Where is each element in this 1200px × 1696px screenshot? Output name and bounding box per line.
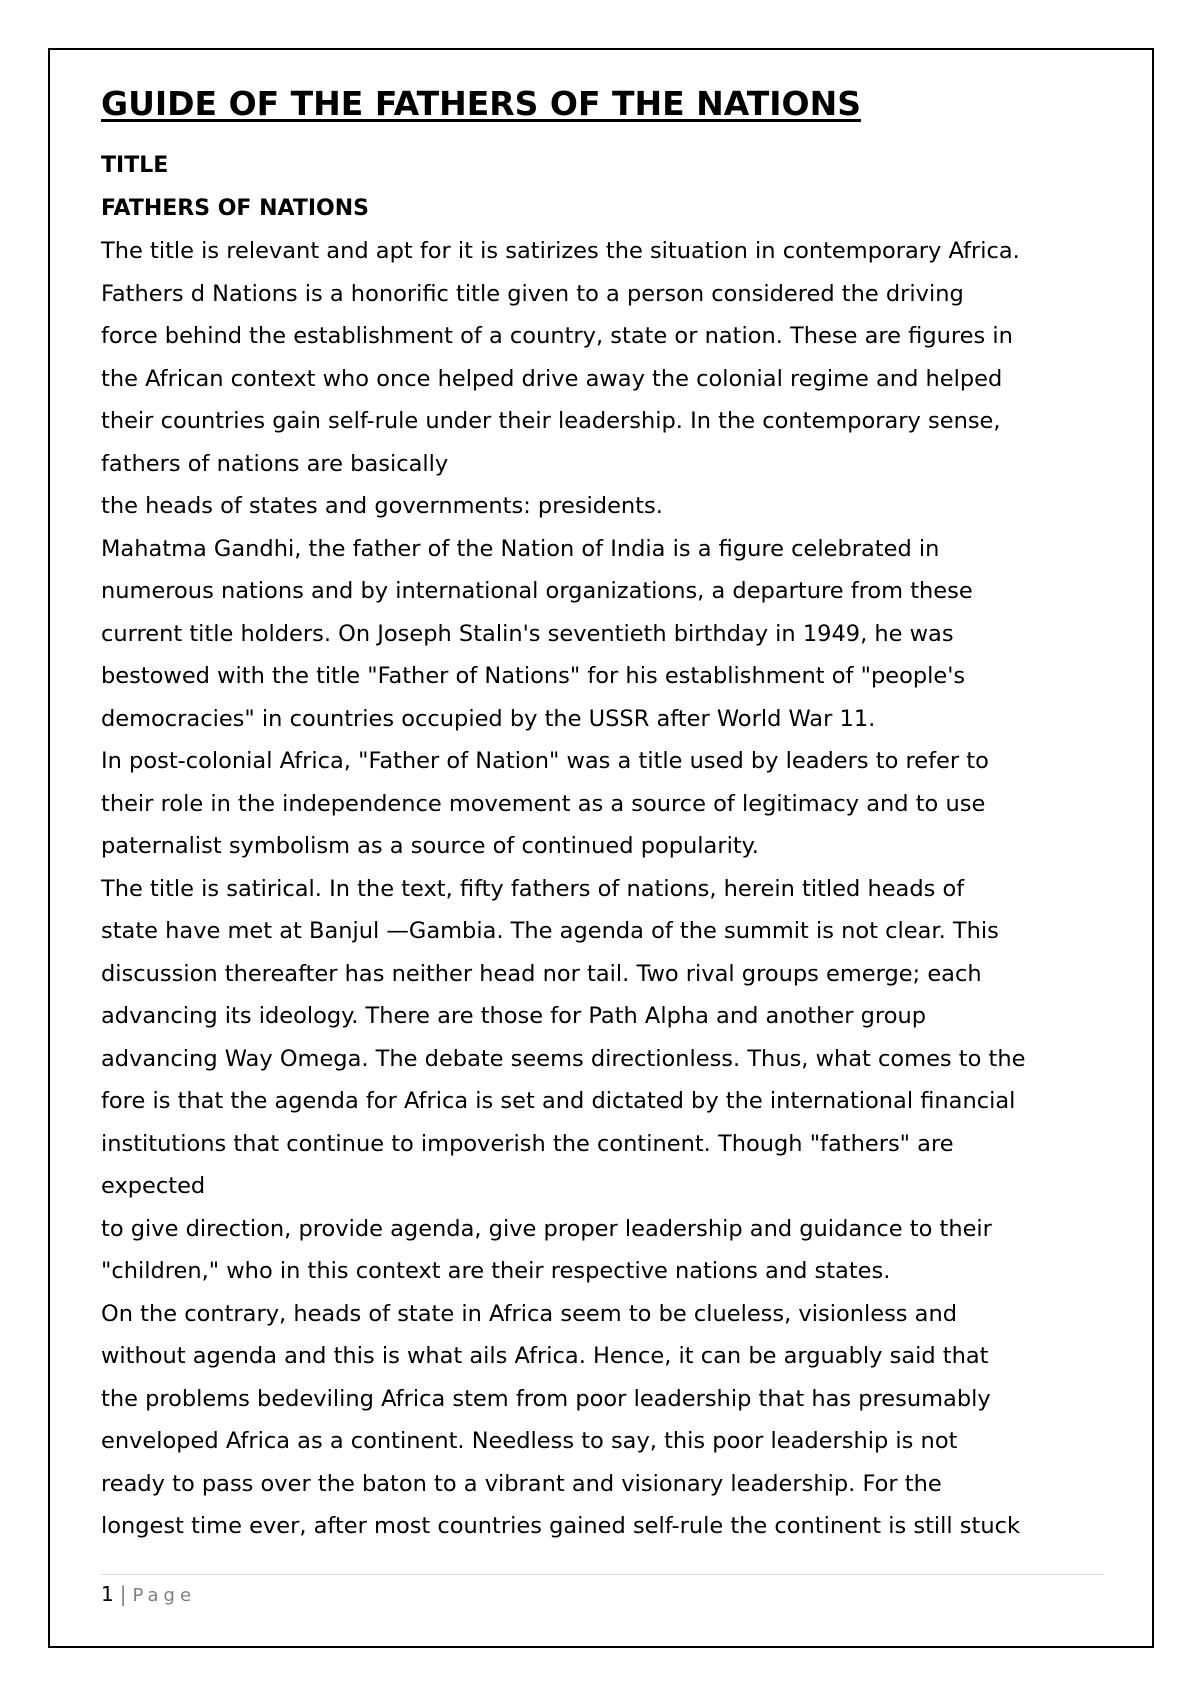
body-line: Fathers d Nations is a honorific title given to a person considered the driving bbox=[101, 280, 964, 307]
footer-divider bbox=[101, 1574, 1103, 1575]
body-line: the African context who once helped drive away the colonial regime and helped bbox=[101, 365, 1003, 392]
section-heading-title: TITLE bbox=[101, 153, 169, 178]
body-line: In post-colonial Africa, "Father of Nation" was a title used by leaders to refer to bbox=[101, 748, 989, 774]
body-line: longest time ever, after most countries gained self-rule the continent is still stuck bbox=[101, 1513, 1021, 1539]
page-number: 1 bbox=[101, 1582, 114, 1606]
body-line: current title holders. On Joseph Stalin's seventieth birthday in 1949, he was bbox=[101, 620, 954, 647]
body-line: their role in the independence movement as a source of legitimacy and to use bbox=[101, 790, 986, 817]
body-line: state have met at Banjul —Gambia. The agenda of the summit is not clear. This bbox=[101, 918, 999, 944]
body-line: fathers of nations are basically bbox=[101, 450, 449, 477]
body-line: numerous nations and by international organizations, a departure from these bbox=[101, 578, 973, 604]
body-line: without agenda and this is what ails Africa. Hence, it can be arguably said that bbox=[101, 1343, 989, 1369]
body-line: discussion thereafter has neither head nor tail. Two rival groups emerge; each bbox=[101, 960, 982, 987]
page-footer bbox=[101, 1580, 196, 1610]
body-line: advancing its ideology. There are those for Path Alpha and another group bbox=[101, 1003, 927, 1029]
document-body bbox=[101, 82, 1111, 1548]
footer-separator: | bbox=[119, 1582, 127, 1606]
body-line: institutions that continue to impoverish the continent. Though "fathers" are bbox=[101, 1130, 954, 1157]
body-line: The title is relevant and apt for it is satirizes the situation in contemporary Africa. bbox=[101, 238, 1020, 264]
page-label: Page bbox=[132, 1585, 197, 1606]
body-line: The title is satirical. In the text, fifty fathers of nations, herein titled heads of bbox=[101, 875, 965, 902]
body-line: the problems bedeviling Africa stem from poor leadership that has presumably bbox=[101, 1385, 991, 1412]
body-line: enveloped Africa as a continent. Needless to say, this poor leadership is not bbox=[101, 1428, 958, 1454]
body-line: advancing Way Omega. The debate seems directionless. Thus, what comes to the bbox=[101, 1045, 1026, 1072]
body-line: their countries gain self-rule under their leadership. In the contemporary sense, bbox=[101, 408, 1001, 434]
body-line: the heads of states and governments: presidents. bbox=[101, 493, 663, 519]
body-line: bestowed with the title "Father of Nations" for his establishment of "people's bbox=[101, 663, 966, 689]
body-text bbox=[101, 230, 1111, 1548]
body-line: fore is that the agenda for Africa is set and dictated by the international financial bbox=[101, 1088, 1016, 1114]
body-line: On the contrary, heads of state in Africa seem to be clueless, visionless and bbox=[101, 1300, 957, 1327]
body-line: democracies" in countries occupied by the USSR after World War 11. bbox=[101, 705, 876, 732]
section-heading-fathers-of-nations: FATHERS OF NATIONS bbox=[101, 195, 369, 221]
body-line: Mahatma Gandhi, the father of the Nation of India is a figure celebrated in bbox=[101, 535, 940, 562]
body-line: "children," who in this context are their respective nations and states. bbox=[101, 1258, 891, 1284]
body-line: force behind the establishment of a country, state or nation. These are figures in bbox=[101, 323, 1013, 349]
body-line: to give direction, provide agenda, give proper leadership and guidance to their bbox=[101, 1215, 992, 1242]
document-title: GUIDE OF THE FATHERS OF THE NATIONS bbox=[101, 84, 861, 123]
body-line: paternalist symbolism as a source of continued popularity. bbox=[101, 833, 759, 859]
body-line: ready to pass over the baton to a vibrant and visionary leadership. For the bbox=[101, 1470, 942, 1497]
body-line: expected bbox=[101, 1173, 206, 1199]
